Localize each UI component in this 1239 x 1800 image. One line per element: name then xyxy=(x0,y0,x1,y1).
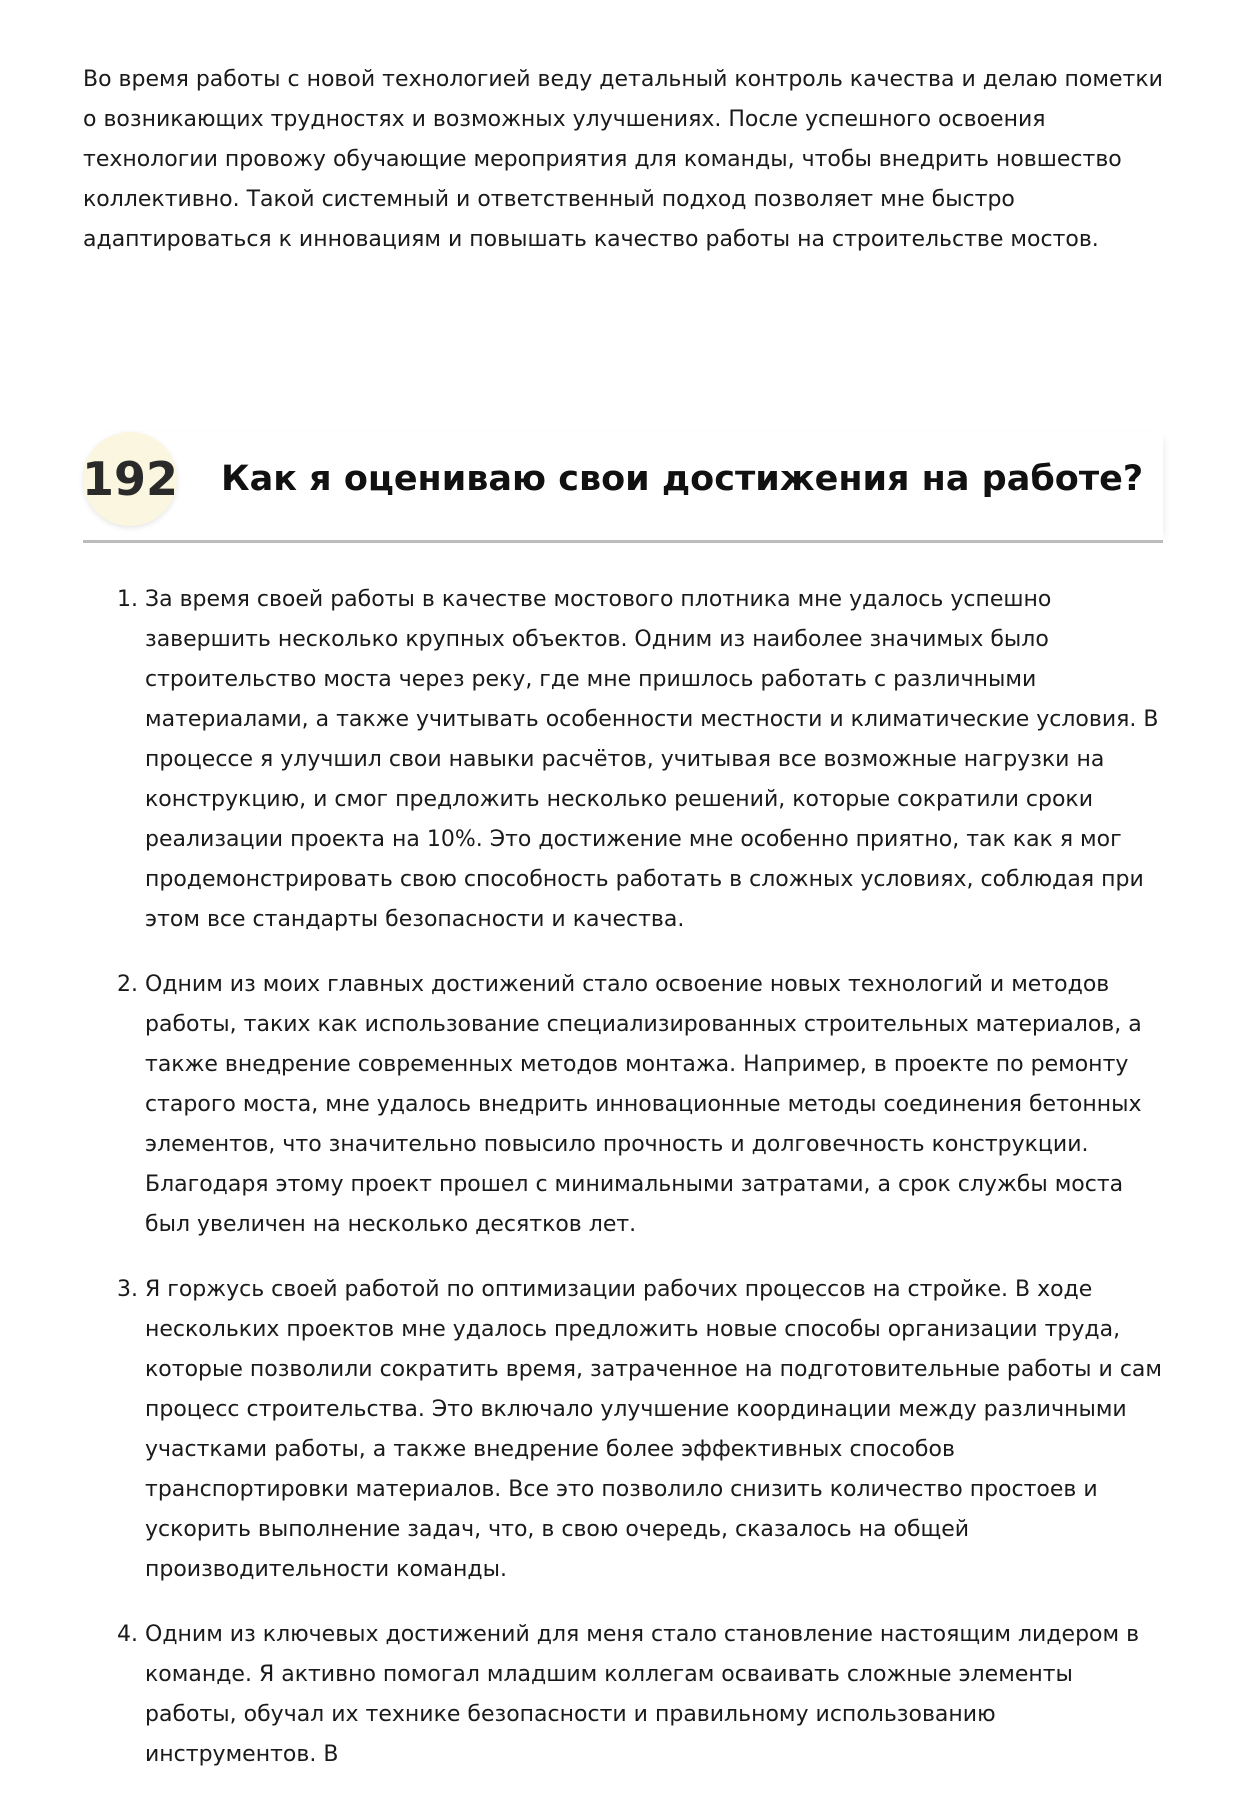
list-item-number: 4. xyxy=(117,1622,138,1647)
list-item-text: Одним из ключевых достижений для меня стало становление настоящим лидером в команде. Я активно помогал младшим коллегам осваивать сложные элементы работы, обучал их технике безопасности и правильному использованию инструментов. В xyxy=(145,1622,1140,1767)
list-item xyxy=(83,1270,1163,1590)
list-item-text: Я горжусь своей работой по оптимизации рабочих процессов на стройке. В ходе нескольких проектов мне удалось предложить новые способы организации труда, которые позволили сократить время, затраченное на подготовительные работы и сам процесс строительства. Это включало улучшение координации между различными участками работы, а также внедрение более эффективных способов транспортировки материалов. Все это позволило снизить количество простоев и ускорить выполнение задач, что, в свою очередь, сказалось на общей производительности команды. xyxy=(145,1277,1163,1582)
list-item xyxy=(83,580,1163,940)
list-item xyxy=(83,1615,1163,1775)
section-title: Как я оцениваю свои достижения на работе? xyxy=(221,459,1144,499)
intro-paragraph: Во время работы с новой технологией веду детальный контроль качества и делаю пометки о возникающих трудностях и возможных улучшениях. После успешного освоения технологии провожу обучающие мероприятия для команды, чтобы внедрить новшество коллективно. Такой системный и ответственный подход позволяет мне быстро адаптироваться к инновациям и повышать качество работы на строительстве мостов. xyxy=(83,67,1163,252)
list-item-number: 3. xyxy=(117,1277,138,1302)
list-item-number: 1. xyxy=(117,587,138,612)
list-item xyxy=(83,965,1163,1245)
section-number-badge: 192 xyxy=(83,432,177,526)
section-header xyxy=(83,432,1163,543)
answers-list xyxy=(83,580,1163,1800)
list-item-text: Одним из моих главных достижений стало освоение новых технологий и методов работы, таких как использование специализированных строительных материалов, а также внедрение современных методов монтажа. Например, в проекте по ремонту старого моста, мне удалось внедрить инновационные методы соединения бетонных элементов, что значительно повысило прочность и долговечность конструкции. Благодаря этому проект прошел с минимальными затратами, а срок службы моста был увеличен на несколько десятков лет. xyxy=(145,972,1142,1237)
list-item-number: 2. xyxy=(117,972,138,997)
list-item-text: За время своей работы в качестве мостового плотника мне удалось успешно завершить несколько крупных объектов. Одним из наиболее значимых было строительство моста через реку, где мне пришлось работать с различными материалами, а также учитывать особенности местности и климатические условия. В процессе я улучшил свои навыки расчётов, учитывая все возможные нагрузки на конструкцию, и смог предложить несколько решений, которые сократили сроки реализации проекта на 10%. Это достижение мне особенно приятно, так как я мог продемонстрировать свою способность работать в сложных условиях, соблюдая при этом все стандарты безопасности и качества. xyxy=(145,587,1159,932)
